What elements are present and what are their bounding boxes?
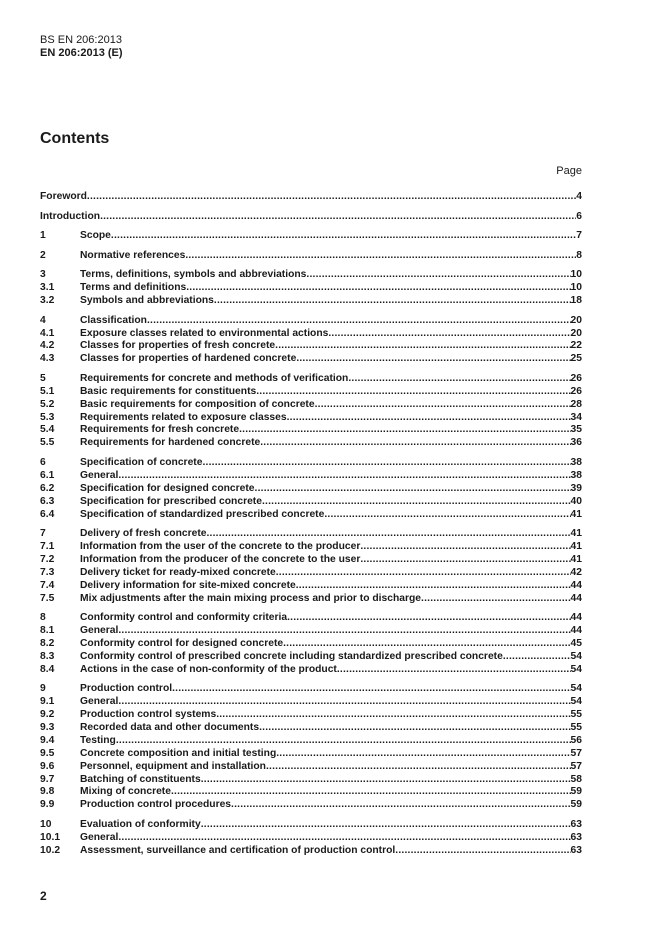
toc-entry-number: 8.1 bbox=[40, 625, 55, 637]
toc-entry[interactable] bbox=[40, 696, 582, 709]
toc-entry-title: Classes for properties of fresh concrete bbox=[80, 340, 276, 352]
dot-leader bbox=[276, 567, 571, 578]
dot-leader bbox=[255, 483, 571, 494]
toc-entry-number: 4.3 bbox=[40, 353, 55, 365]
toc-entry[interactable] bbox=[40, 211, 582, 224]
toc-entry[interactable] bbox=[40, 457, 582, 470]
toc-entry-number: 6.3 bbox=[40, 495, 55, 507]
toc-entry-title: General bbox=[80, 831, 119, 843]
toc-entry-number: 7.2 bbox=[40, 553, 55, 565]
toc-entry-title: Conformity control and conformity criteria bbox=[80, 612, 288, 624]
dot-leader bbox=[306, 269, 570, 280]
toc-entry-title: Classification bbox=[80, 314, 147, 326]
toc-entry-page: 36 bbox=[570, 437, 582, 449]
toc-entry-page: 63 bbox=[570, 844, 582, 856]
toc-entry-number: 9.7 bbox=[40, 773, 55, 785]
toc-entry-title: Personnel, equipment and installation bbox=[80, 760, 266, 772]
toc-entry-page: 55 bbox=[570, 721, 582, 733]
dot-leader bbox=[395, 845, 570, 856]
toc-entry-number: 9 bbox=[40, 683, 46, 695]
toc-entry-title: Recorded data and other documents bbox=[80, 721, 260, 733]
toc-entry[interactable] bbox=[40, 567, 582, 580]
dot-leader bbox=[147, 315, 571, 326]
toc-entry[interactable] bbox=[40, 774, 582, 787]
toc-entry-number: 9.6 bbox=[40, 760, 55, 772]
toc-entry[interactable] bbox=[40, 664, 582, 677]
toc-entry-title: Information from the user of the concrete to the producer bbox=[80, 540, 361, 552]
dot-leader bbox=[201, 774, 571, 785]
dot-leader bbox=[360, 541, 570, 552]
toc-entry-page: 59 bbox=[570, 799, 582, 811]
dot-leader bbox=[214, 295, 571, 306]
toc-entry-page: 38 bbox=[570, 456, 582, 468]
toc-entry-page: 57 bbox=[570, 747, 582, 759]
toc-entry-title: Terms, definitions, symbols and abbreviations bbox=[80, 269, 307, 281]
toc-entry[interactable] bbox=[40, 250, 582, 263]
dot-leader bbox=[503, 651, 571, 662]
toc-entry-page: 34 bbox=[570, 411, 582, 423]
toc-entry-page: 10 bbox=[570, 282, 582, 294]
table-of-contents bbox=[40, 191, 582, 858]
toc-entry-page: 20 bbox=[570, 327, 582, 339]
toc-entry-title: General bbox=[80, 469, 119, 481]
toc-entry[interactable] bbox=[40, 845, 582, 858]
toc-entry-page: 54 bbox=[570, 650, 582, 662]
toc-entry[interactable] bbox=[40, 528, 582, 541]
toc-entry-number: 10.2 bbox=[40, 844, 61, 856]
toc-entry-page: 8 bbox=[576, 249, 582, 261]
toc-entry-title: General bbox=[80, 625, 119, 637]
toc-entry[interactable] bbox=[40, 470, 582, 483]
toc-entry-title: Delivery information for site-mixed concrete bbox=[80, 579, 296, 591]
toc-entry-title: Requirements for hardened concrete bbox=[80, 437, 261, 449]
toc-entry-page: 42 bbox=[570, 566, 582, 578]
toc-entry-title: Batching of constituents bbox=[80, 773, 201, 785]
toc-entry-number: 4.1 bbox=[40, 327, 55, 339]
dot-leader bbox=[296, 353, 570, 364]
dot-leader bbox=[266, 761, 571, 772]
dot-leader bbox=[118, 625, 570, 636]
toc-entry-page: 58 bbox=[570, 773, 582, 785]
toc-entry-title: Classes for properties of hardened concrete bbox=[80, 353, 297, 365]
toc-entry-title: Exposure classes related to environmental actions bbox=[80, 327, 329, 339]
dot-leader bbox=[239, 424, 570, 435]
toc-entry-title: Concrete composition and initial testing bbox=[80, 747, 277, 759]
dot-leader bbox=[216, 709, 570, 720]
toc-entry-page: 40 bbox=[570, 495, 582, 507]
dot-leader bbox=[348, 373, 570, 384]
dot-leader bbox=[202, 457, 570, 468]
toc-entry-page: 20 bbox=[570, 314, 582, 326]
toc-entry-page: 25 bbox=[570, 353, 582, 365]
toc-entry-title: Requirements for concrete and methods of verification bbox=[80, 372, 349, 384]
toc-entry[interactable] bbox=[40, 386, 582, 399]
toc-entry-page: 41 bbox=[570, 528, 582, 540]
toc-entry-number: 1 bbox=[40, 230, 46, 242]
toc-entry-title: Testing bbox=[80, 734, 116, 746]
dot-leader bbox=[87, 191, 576, 202]
toc-entry-number: 6.1 bbox=[40, 469, 55, 481]
toc-entry-page: 63 bbox=[570, 831, 582, 843]
toc-entry[interactable] bbox=[40, 625, 582, 638]
dot-leader bbox=[315, 399, 571, 410]
standard-edition-header: EN 206:2013 (E) bbox=[40, 47, 123, 59]
toc-entry-page: 41 bbox=[570, 508, 582, 520]
toc-entry[interactable] bbox=[40, 709, 582, 722]
page-number: 2 bbox=[40, 889, 47, 903]
toc-entry-number: 7.1 bbox=[40, 540, 55, 552]
toc-entry-page: 22 bbox=[570, 340, 582, 352]
toc-entry-page: 59 bbox=[570, 786, 582, 798]
toc-entry-page: 26 bbox=[570, 385, 582, 397]
dot-leader bbox=[337, 664, 571, 675]
toc-entry-title: Conformity control of prescribed concrete including standardized prescribed concrete bbox=[80, 650, 503, 662]
dot-leader bbox=[100, 211, 576, 222]
toc-entry-title: Basic requirements for constituents bbox=[80, 385, 257, 397]
toc-entry-number: 7 bbox=[40, 528, 46, 540]
toc-entry[interactable] bbox=[40, 593, 582, 606]
toc-entry-number: 5.1 bbox=[40, 385, 55, 397]
toc-entry[interactable] bbox=[40, 735, 582, 748]
dot-leader bbox=[185, 250, 576, 261]
toc-entry[interactable] bbox=[40, 295, 582, 308]
toc-entry-number: 5.3 bbox=[40, 411, 55, 423]
dot-leader bbox=[206, 528, 570, 539]
toc-entry-number: 2 bbox=[40, 249, 46, 261]
dot-leader bbox=[116, 735, 571, 746]
dot-leader bbox=[259, 722, 570, 733]
dot-leader bbox=[260, 437, 570, 448]
toc-entry-number: 7.4 bbox=[40, 579, 55, 591]
toc-entry[interactable] bbox=[40, 541, 582, 554]
toc-entry[interactable] bbox=[40, 328, 582, 341]
toc-entry-number: 3.1 bbox=[40, 282, 55, 294]
toc-entry[interactable] bbox=[40, 761, 582, 774]
toc-entry-page: 35 bbox=[570, 424, 582, 436]
dot-leader bbox=[287, 412, 571, 423]
toc-entry[interactable] bbox=[40, 315, 582, 328]
toc-entry-page: 44 bbox=[570, 625, 582, 637]
toc-entry[interactable] bbox=[40, 683, 582, 696]
toc-entry-number: 5.5 bbox=[40, 437, 55, 449]
toc-entry-number: 8.3 bbox=[40, 650, 55, 662]
toc-entry-title: Specification of concrete bbox=[80, 456, 203, 468]
toc-entry-number: 9.3 bbox=[40, 721, 55, 733]
dot-leader bbox=[111, 230, 576, 241]
dot-leader bbox=[283, 638, 570, 649]
toc-entry[interactable] bbox=[40, 399, 582, 412]
toc-entry-page: 26 bbox=[570, 372, 582, 384]
toc-entry-number: 8 bbox=[40, 612, 46, 624]
toc-entry-number: 5 bbox=[40, 372, 46, 384]
toc-entry-page: 7 bbox=[576, 230, 582, 242]
toc-entry-number: 4.2 bbox=[40, 340, 55, 352]
toc-entry[interactable] bbox=[40, 819, 582, 832]
toc-entry-number: 9.1 bbox=[40, 696, 55, 708]
toc-entry-title: Actions in the case of non-conformity of the product bbox=[80, 663, 337, 675]
toc-entry-title: Scope bbox=[80, 230, 111, 242]
toc-entry-number: 7.5 bbox=[40, 592, 55, 604]
toc-entry-number: 9.8 bbox=[40, 786, 55, 798]
dot-leader bbox=[118, 696, 570, 707]
dot-leader bbox=[328, 328, 570, 339]
toc-entry-number: 5.4 bbox=[40, 424, 55, 436]
toc-entry-page: 4 bbox=[576, 191, 582, 202]
toc-entry-number: 10 bbox=[40, 818, 52, 830]
toc-entry-number: 5.2 bbox=[40, 398, 55, 410]
toc-entry-title: Conformity control for designed concrete bbox=[80, 637, 284, 649]
toc-entry-number: 8.2 bbox=[40, 637, 55, 649]
toc-entry[interactable] bbox=[40, 269, 582, 282]
toc-entry-title: Production control procedures bbox=[80, 799, 232, 811]
toc-entry-page: 6 bbox=[576, 210, 582, 222]
toc-entry[interactable] bbox=[40, 424, 582, 437]
dot-leader bbox=[201, 819, 571, 830]
toc-entry-number: 6.2 bbox=[40, 482, 55, 494]
dot-leader bbox=[296, 580, 571, 591]
toc-entry-title: General bbox=[80, 696, 119, 708]
dot-leader bbox=[256, 386, 570, 397]
toc-entry-number: 6 bbox=[40, 456, 46, 468]
toc-entry-page: 41 bbox=[570, 553, 582, 565]
toc-entry-page: 45 bbox=[570, 637, 582, 649]
toc-entry-page: 41 bbox=[570, 540, 582, 552]
toc-entry[interactable] bbox=[40, 437, 582, 450]
toc-entry-page: 38 bbox=[570, 469, 582, 481]
toc-entry-title: Mixing of concrete bbox=[80, 786, 171, 798]
toc-entry-page: 63 bbox=[570, 818, 582, 830]
standard-number-header: BS EN 206:2013 bbox=[40, 34, 122, 46]
toc-entry-title: Foreword bbox=[40, 191, 87, 202]
toc-entry[interactable] bbox=[40, 373, 582, 386]
toc-entry-number: 9.4 bbox=[40, 734, 55, 746]
toc-entry[interactable] bbox=[40, 282, 582, 295]
toc-entry-title: Specification of standardized prescribed concrete bbox=[80, 508, 325, 520]
dot-leader bbox=[275, 340, 570, 351]
toc-entry-number: 9.5 bbox=[40, 747, 55, 759]
toc-entry[interactable] bbox=[40, 638, 582, 651]
toc-entry[interactable] bbox=[40, 496, 582, 509]
toc-entry[interactable] bbox=[40, 509, 582, 522]
dot-leader bbox=[287, 612, 570, 623]
toc-entry-page: 57 bbox=[570, 760, 582, 772]
toc-entry[interactable] bbox=[40, 799, 582, 812]
dot-leader bbox=[172, 683, 570, 694]
toc-entry-title: Delivery of fresh concrete bbox=[80, 528, 207, 540]
toc-entry[interactable] bbox=[40, 340, 582, 353]
toc-entry-number: 4 bbox=[40, 314, 46, 326]
toc-entry[interactable] bbox=[40, 612, 582, 625]
toc-entry-title: Specification for designed concrete bbox=[80, 482, 255, 494]
toc-entry-title: Introduction bbox=[40, 210, 101, 222]
toc-entry[interactable] bbox=[40, 353, 582, 366]
toc-entry-number: 7.3 bbox=[40, 566, 55, 578]
toc-entry-page: 39 bbox=[570, 482, 582, 494]
toc-entry-number: 3.2 bbox=[40, 295, 55, 307]
toc-entry-number: 6.4 bbox=[40, 508, 55, 520]
toc-entry-title: Requirements for fresh concrete bbox=[80, 424, 240, 436]
toc-entry-page: 28 bbox=[570, 398, 582, 410]
dot-leader bbox=[118, 470, 570, 481]
toc-entry-page: 44 bbox=[570, 612, 582, 624]
page-column-label: Page bbox=[556, 165, 582, 177]
toc-entry-page: 54 bbox=[570, 683, 582, 695]
toc-entry-page: 10 bbox=[570, 269, 582, 281]
dot-leader bbox=[118, 832, 570, 843]
toc-entry[interactable] bbox=[40, 748, 582, 761]
toc-entry-title: Delivery ticket for ready-mixed concrete bbox=[80, 566, 276, 578]
toc-entry[interactable] bbox=[40, 722, 582, 735]
toc-entry-title: Assessment, surveillance and certification of production control bbox=[80, 844, 396, 856]
toc-entry-title: Requirements related to exposure classes bbox=[80, 411, 287, 423]
toc-entry-title: Production control systems bbox=[80, 709, 217, 721]
toc-entry-title: Terms and definitions bbox=[80, 282, 187, 294]
toc-entry[interactable] bbox=[40, 651, 582, 664]
toc-entry-title: Specification for prescribed concrete bbox=[80, 495, 262, 507]
toc-entry-number: 8.4 bbox=[40, 663, 55, 675]
toc-entry-number: 10.1 bbox=[40, 831, 61, 843]
toc-entry-page: 56 bbox=[570, 734, 582, 746]
toc-entry-number: 9.9 bbox=[40, 799, 55, 811]
toc-entry-title: Production control bbox=[80, 683, 173, 695]
toc-entry[interactable] bbox=[40, 230, 582, 243]
toc-entry-title: Evaluation of conformity bbox=[80, 818, 201, 830]
toc-entry-page: 44 bbox=[570, 579, 582, 591]
dot-leader bbox=[171, 786, 571, 797]
dot-leader bbox=[276, 748, 570, 759]
toc-entry[interactable] bbox=[40, 832, 582, 845]
toc-entry-page: 18 bbox=[570, 295, 582, 307]
toc-entry[interactable] bbox=[40, 191, 582, 204]
contents-title: Contents bbox=[40, 130, 110, 147]
toc-entry-number: 3 bbox=[40, 269, 46, 281]
toc-entry-title: Basic requirements for composition of concrete bbox=[80, 398, 315, 410]
toc-entry-page: 54 bbox=[570, 663, 582, 675]
toc-entry-title: Normative references bbox=[80, 249, 186, 261]
toc-entry-page: 55 bbox=[570, 709, 582, 721]
dot-leader bbox=[360, 554, 570, 565]
toc-entry-title: Symbols and abbreviations bbox=[80, 295, 214, 307]
toc-entry-page: 54 bbox=[570, 696, 582, 708]
dot-leader bbox=[186, 282, 570, 293]
dot-leader bbox=[421, 593, 571, 604]
dot-leader bbox=[324, 509, 570, 520]
dot-leader bbox=[231, 799, 570, 810]
dot-leader bbox=[262, 496, 571, 507]
toc-entry[interactable] bbox=[40, 786, 582, 799]
toc-entry-title: Information from the producer of the concrete to the user bbox=[80, 553, 361, 565]
toc-entry-number: 9.2 bbox=[40, 709, 55, 721]
toc-entry-page: 44 bbox=[570, 592, 582, 604]
toc-entry[interactable] bbox=[40, 580, 582, 593]
toc-entry[interactable] bbox=[40, 483, 582, 496]
toc-entry[interactable] bbox=[40, 554, 582, 567]
toc-entry-title: Mix adjustments after the main mixing process and prior to discharge bbox=[80, 592, 422, 604]
toc-entry[interactable] bbox=[40, 412, 582, 425]
